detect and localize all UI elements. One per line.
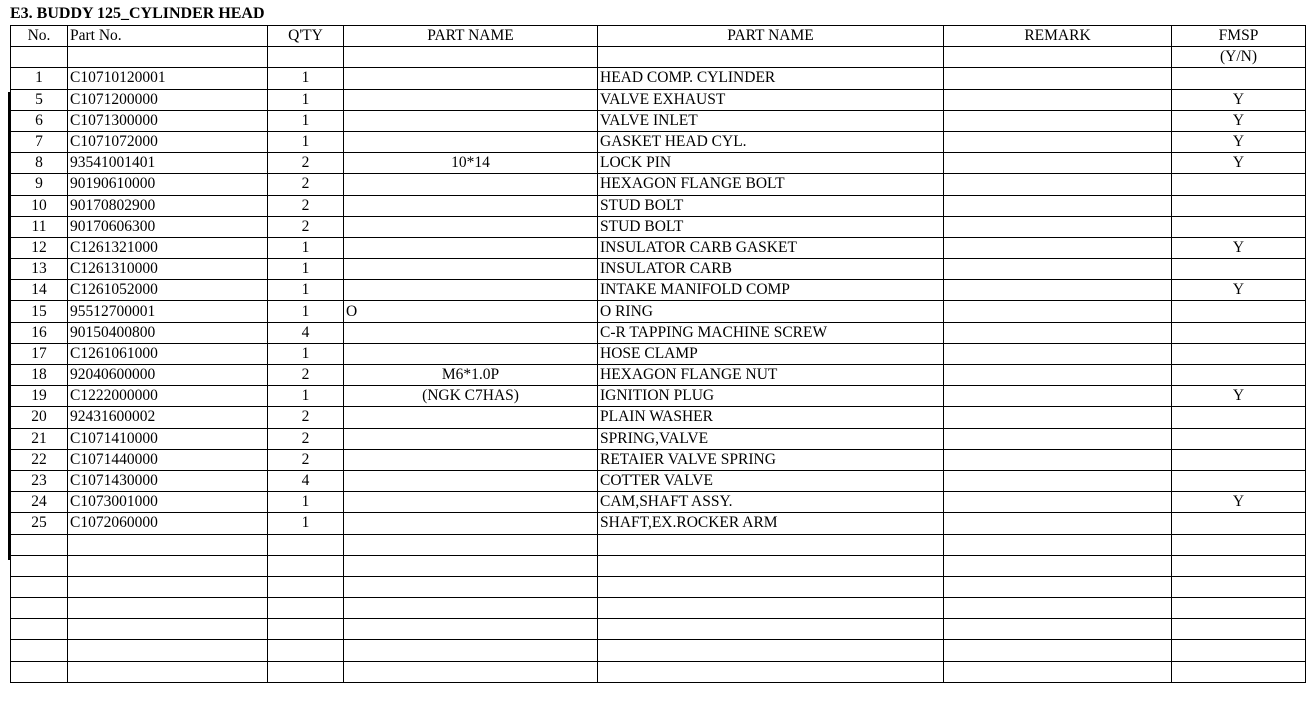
cell-qty: 1 xyxy=(268,301,344,322)
cell-remark xyxy=(944,407,1172,428)
cell-no: 18 xyxy=(11,365,68,386)
cell-fmsp: Y xyxy=(1172,386,1306,407)
cell-qty: 1 xyxy=(268,386,344,407)
empty-cell xyxy=(944,661,1172,682)
cell-fmsp xyxy=(1172,343,1306,364)
cell-qty: 1 xyxy=(268,110,344,131)
cell-no: 25 xyxy=(11,513,68,534)
cell-part-no: C1261321000 xyxy=(68,237,268,258)
cell-no: 5 xyxy=(11,89,68,110)
cell-remark xyxy=(944,280,1172,301)
cell-qty: 2 xyxy=(268,428,344,449)
cell-qty: 2 xyxy=(268,195,344,216)
empty-cell xyxy=(344,598,598,619)
empty-cell xyxy=(268,598,344,619)
table-row xyxy=(11,89,1306,110)
cell-part-name: SPRING,VALVE xyxy=(598,428,944,449)
cell-part-no: C1071300000 xyxy=(68,110,268,131)
empty-cell xyxy=(268,661,344,682)
cell-part-name: GASKET HEAD CYL. xyxy=(598,131,944,152)
cell-fmsp xyxy=(1172,174,1306,195)
cell-part-no: 92040600000 xyxy=(68,365,268,386)
cell-no: 6 xyxy=(11,110,68,131)
empty-cell xyxy=(944,640,1172,661)
cell-spec xyxy=(344,216,598,237)
cell-part-no: C1071410000 xyxy=(68,428,268,449)
cell-part-name: SHAFT,EX.ROCKER ARM xyxy=(598,513,944,534)
empty-cell xyxy=(11,661,68,682)
cell-part-name: HEXAGON FLANGE BOLT xyxy=(598,174,944,195)
empty-cell xyxy=(344,661,598,682)
cell-spec xyxy=(344,174,598,195)
cell-remark xyxy=(944,365,1172,386)
header-part-name-spec: PART NAME xyxy=(344,26,598,47)
header-fmsp: FMSP xyxy=(1172,26,1306,47)
table-row xyxy=(11,195,1306,216)
cell-no: 7 xyxy=(11,131,68,152)
cell-part-name: LOCK PIN xyxy=(598,153,944,174)
cell-no: 22 xyxy=(11,449,68,470)
cell-remark xyxy=(944,343,1172,364)
cell-part-name: STUD BOLT xyxy=(598,195,944,216)
cell-no: 12 xyxy=(11,237,68,258)
table-row xyxy=(11,513,1306,534)
cell-part-name: INSULATOR CARB GASKET xyxy=(598,237,944,258)
cell-part-no: C1261061000 xyxy=(68,343,268,364)
empty-cell xyxy=(268,640,344,661)
empty-cell xyxy=(344,640,598,661)
cell-part-no: 90170606300 xyxy=(68,216,268,237)
cell-part-name: HOSE CLAMP xyxy=(598,343,944,364)
empty-cell xyxy=(1172,534,1306,555)
cell-remark xyxy=(944,237,1172,258)
cell-spec: 10*14 xyxy=(344,153,598,174)
empty-cell xyxy=(598,555,944,576)
cell-part-name: HEAD COMP. CYLINDER xyxy=(598,68,944,89)
cell-spec xyxy=(344,195,598,216)
cell-remark xyxy=(944,174,1172,195)
empty-cell xyxy=(268,619,344,640)
cell-spec: M6*1.0P xyxy=(344,365,598,386)
cell-part-name: VALVE EXHAUST xyxy=(598,89,944,110)
cell-no: 23 xyxy=(11,470,68,491)
cell-fmsp xyxy=(1172,322,1306,343)
cell-spec xyxy=(344,407,598,428)
empty-cell xyxy=(598,619,944,640)
table-row xyxy=(11,153,1306,174)
cell-part-name: STUD BOLT xyxy=(598,216,944,237)
empty-cell xyxy=(268,555,344,576)
table-row xyxy=(11,386,1306,407)
cell-part-name: INSULATOR CARB xyxy=(598,259,944,280)
cell-part-name: PLAIN WASHER xyxy=(598,407,944,428)
empty-cell xyxy=(344,576,598,597)
cell-part-name: IGNITION PLUG xyxy=(598,386,944,407)
empty-cell xyxy=(344,555,598,576)
table-row xyxy=(11,407,1306,428)
cell-remark xyxy=(944,131,1172,152)
cell-no: 16 xyxy=(11,322,68,343)
empty-row xyxy=(11,619,1306,640)
table-row xyxy=(11,110,1306,131)
cell-spec xyxy=(344,131,598,152)
empty-cell xyxy=(68,619,268,640)
empty-row xyxy=(11,555,1306,576)
cell-no: 24 xyxy=(11,492,68,513)
empty-cell xyxy=(598,598,944,619)
cell-qty: 2 xyxy=(268,449,344,470)
cell-fmsp xyxy=(1172,259,1306,280)
cell-spec xyxy=(344,110,598,131)
cell-fmsp: Y xyxy=(1172,89,1306,110)
cell-spec xyxy=(344,259,598,280)
empty-cell xyxy=(68,598,268,619)
cell-spec xyxy=(344,280,598,301)
empty-cell xyxy=(598,534,944,555)
cell-spec xyxy=(344,470,598,491)
cell-remark xyxy=(944,216,1172,237)
header-part-no: Part No. xyxy=(68,26,268,47)
cell-no: 13 xyxy=(11,259,68,280)
cell-fmsp xyxy=(1172,365,1306,386)
empty-cell xyxy=(11,555,68,576)
empty-row xyxy=(11,640,1306,661)
cell-remark xyxy=(944,492,1172,513)
cell-fmsp xyxy=(1172,449,1306,470)
cell-part-no: 95512700001 xyxy=(68,301,268,322)
cell-remark xyxy=(944,301,1172,322)
table-row xyxy=(11,365,1306,386)
cell-no: 10 xyxy=(11,195,68,216)
empty-cell xyxy=(11,576,68,597)
header-sub-cell xyxy=(598,47,944,68)
cell-qty: 1 xyxy=(268,513,344,534)
cell-qty: 2 xyxy=(268,407,344,428)
empty-cell xyxy=(1172,576,1306,597)
cell-no: 17 xyxy=(11,343,68,364)
empty-row xyxy=(11,576,1306,597)
cell-no: 9 xyxy=(11,174,68,195)
cell-part-no: C1261310000 xyxy=(68,259,268,280)
cell-qty: 2 xyxy=(268,174,344,195)
cell-qty: 1 xyxy=(268,259,344,280)
cell-remark xyxy=(944,513,1172,534)
empty-cell xyxy=(11,619,68,640)
cell-spec xyxy=(344,492,598,513)
table-row xyxy=(11,492,1306,513)
cell-no: 1 xyxy=(11,68,68,89)
cell-remark xyxy=(944,89,1172,110)
cell-qty: 2 xyxy=(268,365,344,386)
header-sub-cell xyxy=(268,47,344,68)
cell-remark xyxy=(944,449,1172,470)
cell-part-no: 92431600002 xyxy=(68,407,268,428)
cell-part-name: C-R TAPPING MACHINE SCREW xyxy=(598,322,944,343)
cell-part-no: C1261052000 xyxy=(68,280,268,301)
cell-fmsp xyxy=(1172,470,1306,491)
cell-remark xyxy=(944,428,1172,449)
empty-cell xyxy=(344,619,598,640)
cell-spec xyxy=(344,343,598,364)
empty-cell xyxy=(68,661,268,682)
empty-cell xyxy=(1172,661,1306,682)
empty-cell xyxy=(1172,640,1306,661)
table-row xyxy=(11,237,1306,258)
cell-no: 19 xyxy=(11,386,68,407)
empty-row xyxy=(11,661,1306,682)
cell-part-no: C1073001000 xyxy=(68,492,268,513)
cell-spec xyxy=(344,237,598,258)
cell-remark xyxy=(944,153,1172,174)
cell-spec xyxy=(344,89,598,110)
cell-part-name: VALVE INLET xyxy=(598,110,944,131)
cell-no: 21 xyxy=(11,428,68,449)
cell-spec xyxy=(344,322,598,343)
cell-part-name: CAM,SHAFT ASSY. xyxy=(598,492,944,513)
cell-no: 20 xyxy=(11,407,68,428)
table-row xyxy=(11,322,1306,343)
cell-part-no: C1071200000 xyxy=(68,89,268,110)
empty-cell xyxy=(598,661,944,682)
table-row xyxy=(11,216,1306,237)
table-row xyxy=(11,259,1306,280)
empty-cell xyxy=(68,555,268,576)
cell-fmsp: Y xyxy=(1172,110,1306,131)
cell-spec xyxy=(344,428,598,449)
empty-cell xyxy=(598,640,944,661)
empty-cell xyxy=(944,619,1172,640)
empty-cell xyxy=(944,598,1172,619)
empty-cell xyxy=(68,534,268,555)
cell-qty: 1 xyxy=(268,343,344,364)
cell-qty: 1 xyxy=(268,492,344,513)
header-sub-cell xyxy=(944,47,1172,68)
cell-part-name: O RING xyxy=(598,301,944,322)
cell-fmsp xyxy=(1172,68,1306,89)
table-row xyxy=(11,301,1306,322)
cell-remark xyxy=(944,68,1172,89)
table-row xyxy=(11,68,1306,89)
header-fmsp-sub: (Y/N) xyxy=(1172,47,1306,68)
empty-cell xyxy=(944,555,1172,576)
table-row xyxy=(11,428,1306,449)
table-row xyxy=(11,343,1306,364)
header-remark: REMARK xyxy=(944,26,1172,47)
cell-qty: 2 xyxy=(268,153,344,174)
cell-part-name: HEXAGON FLANGE NUT xyxy=(598,365,944,386)
empty-cell xyxy=(944,576,1172,597)
empty-row xyxy=(11,534,1306,555)
cell-qty: 1 xyxy=(268,237,344,258)
empty-cell xyxy=(1172,598,1306,619)
cell-spec: O xyxy=(344,301,598,322)
cell-fmsp xyxy=(1172,513,1306,534)
cell-fmsp: Y xyxy=(1172,237,1306,258)
header-sub-cell xyxy=(11,47,68,68)
cell-part-name: RETAIER VALVE SPRING xyxy=(598,449,944,470)
cell-no: 15 xyxy=(11,301,68,322)
cell-part-no: 93541001401 xyxy=(68,153,268,174)
cell-fmsp xyxy=(1172,428,1306,449)
empty-cell xyxy=(268,534,344,555)
table-row xyxy=(11,174,1306,195)
cell-part-name: COTTER VALVE xyxy=(598,470,944,491)
cell-remark xyxy=(944,110,1172,131)
cell-remark xyxy=(944,386,1172,407)
cell-remark xyxy=(944,470,1172,491)
cell-remark xyxy=(944,322,1172,343)
parts-table xyxy=(10,25,1306,683)
empty-cell xyxy=(11,534,68,555)
empty-cell xyxy=(68,576,268,597)
empty-cell xyxy=(598,576,944,597)
cell-fmsp: Y xyxy=(1172,131,1306,152)
cell-no: 14 xyxy=(11,280,68,301)
cell-no: 11 xyxy=(11,216,68,237)
table-row xyxy=(11,470,1306,491)
empty-cell xyxy=(11,640,68,661)
cell-qty: 4 xyxy=(268,470,344,491)
table-row xyxy=(11,131,1306,152)
empty-cell xyxy=(68,640,268,661)
cell-part-no: C1071430000 xyxy=(68,470,268,491)
header-subrow xyxy=(11,47,1306,68)
cell-qty: 1 xyxy=(268,280,344,301)
parts-body xyxy=(11,68,1306,682)
empty-cell xyxy=(1172,619,1306,640)
table-row xyxy=(11,280,1306,301)
header-sub-cell xyxy=(68,47,268,68)
empty-cell xyxy=(344,534,598,555)
cell-qty: 2 xyxy=(268,216,344,237)
cell-spec xyxy=(344,449,598,470)
cell-spec xyxy=(344,513,598,534)
cell-remark xyxy=(944,195,1172,216)
cell-part-no: 90170802900 xyxy=(68,195,268,216)
cell-spec: (NGK C7HAS) xyxy=(344,386,598,407)
cell-part-no: 90150400800 xyxy=(68,322,268,343)
empty-cell xyxy=(268,576,344,597)
cell-part-name: INTAKE MANIFOLD COMP xyxy=(598,280,944,301)
cell-fmsp xyxy=(1172,216,1306,237)
empty-row xyxy=(11,598,1306,619)
cell-fmsp xyxy=(1172,407,1306,428)
cell-part-no: C1072060000 xyxy=(68,513,268,534)
cell-part-no: C10710120001 xyxy=(68,68,268,89)
cell-part-no: C1222000000 xyxy=(68,386,268,407)
cell-qty: 1 xyxy=(268,131,344,152)
cell-fmsp: Y xyxy=(1172,492,1306,513)
cell-fmsp: Y xyxy=(1172,280,1306,301)
sheet-title: E3. BUDDY 125_CYLINDER HEAD xyxy=(10,5,265,22)
header-sub-cell xyxy=(344,47,598,68)
cell-qty: 1 xyxy=(268,68,344,89)
cell-remark xyxy=(944,259,1172,280)
cell-fmsp xyxy=(1172,301,1306,322)
cell-no: 8 xyxy=(11,153,68,174)
cell-spec xyxy=(344,68,598,89)
header-no: No. xyxy=(11,26,68,47)
empty-cell xyxy=(11,598,68,619)
cell-qty: 4 xyxy=(268,322,344,343)
header-qty: Q'TY xyxy=(268,26,344,47)
cell-fmsp xyxy=(1172,195,1306,216)
table-row xyxy=(11,449,1306,470)
cell-part-no: C1071072000 xyxy=(68,131,268,152)
empty-cell xyxy=(1172,555,1306,576)
cell-qty: 1 xyxy=(268,89,344,110)
empty-cell xyxy=(944,534,1172,555)
cell-fmsp: Y xyxy=(1172,153,1306,174)
header-row xyxy=(11,26,1306,47)
cell-part-no: 90190610000 xyxy=(68,174,268,195)
cell-part-no: C1071440000 xyxy=(68,449,268,470)
header-part-name: PART NAME xyxy=(598,26,944,47)
